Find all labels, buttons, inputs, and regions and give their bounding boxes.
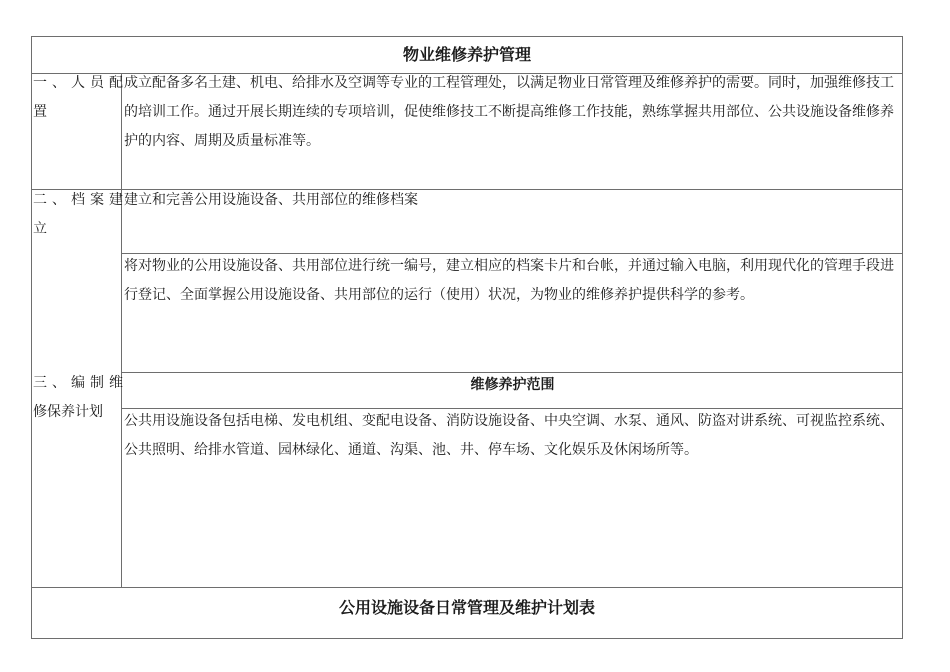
section-label-line: 二、档案建 bbox=[33, 192, 123, 208]
section-label-staffing bbox=[33, 69, 123, 127]
section-label-archive bbox=[33, 186, 123, 244]
section-label-line: 置 bbox=[33, 104, 47, 120]
staffing-paragraph: 成立配备多名土建、机电、给排水及空调等专业的工程管理处，以满足物业日常管理及维修养护的需要。同时，加强维修技工的培训工作。通过开展长期连续的专项培训，促使维修技工不断提高维修工作技能，熟练掌握共用部位、公共设施设备维修养护的内容、周期及质量标准等。 bbox=[124, 75, 894, 149]
section-label-line: 立 bbox=[33, 221, 47, 237]
scope-subtitle: 维修养护范围 bbox=[470, 377, 555, 393]
archive-heading: 建立和完善公用设施设备、共用部位的维修档案 bbox=[124, 192, 418, 208]
section-label-maintenance-plan bbox=[33, 369, 123, 427]
main-title: 物业维修养护管理 bbox=[402, 45, 531, 64]
section-label-line: 一、人员配 bbox=[33, 75, 123, 91]
archive-paragraph: 将对物业的公用设施设备、共用部位进行统一编号，建立相应的档案卡片和台帐，并通过输入电脑，利用现代化的管理手段进行登记、全面掌握公用设施设备、共用部位的运行（使用）状况，为物业的维修养护提供科学的参考。 bbox=[124, 258, 894, 303]
footer-title: 公用设施设备日常管理及维护计划表 bbox=[338, 598, 595, 617]
scope-paragraph: 公共用设施设备包括电梯、发电机组、变配电设备、消防设施设备、中央空调、水泵、通风、防盗对讲系统、可视监控系统、公共照明、给排水管道、园林绿化、通道、沟渠、池、井、停车场、文化娱乐及休闲场所等。 bbox=[124, 413, 894, 458]
section-label-line: 三、编制维 bbox=[33, 375, 123, 391]
section-label-line: 修保养计划 bbox=[33, 404, 103, 420]
column-divider bbox=[121, 73, 122, 588]
row-divider-footer bbox=[31, 587, 903, 588]
